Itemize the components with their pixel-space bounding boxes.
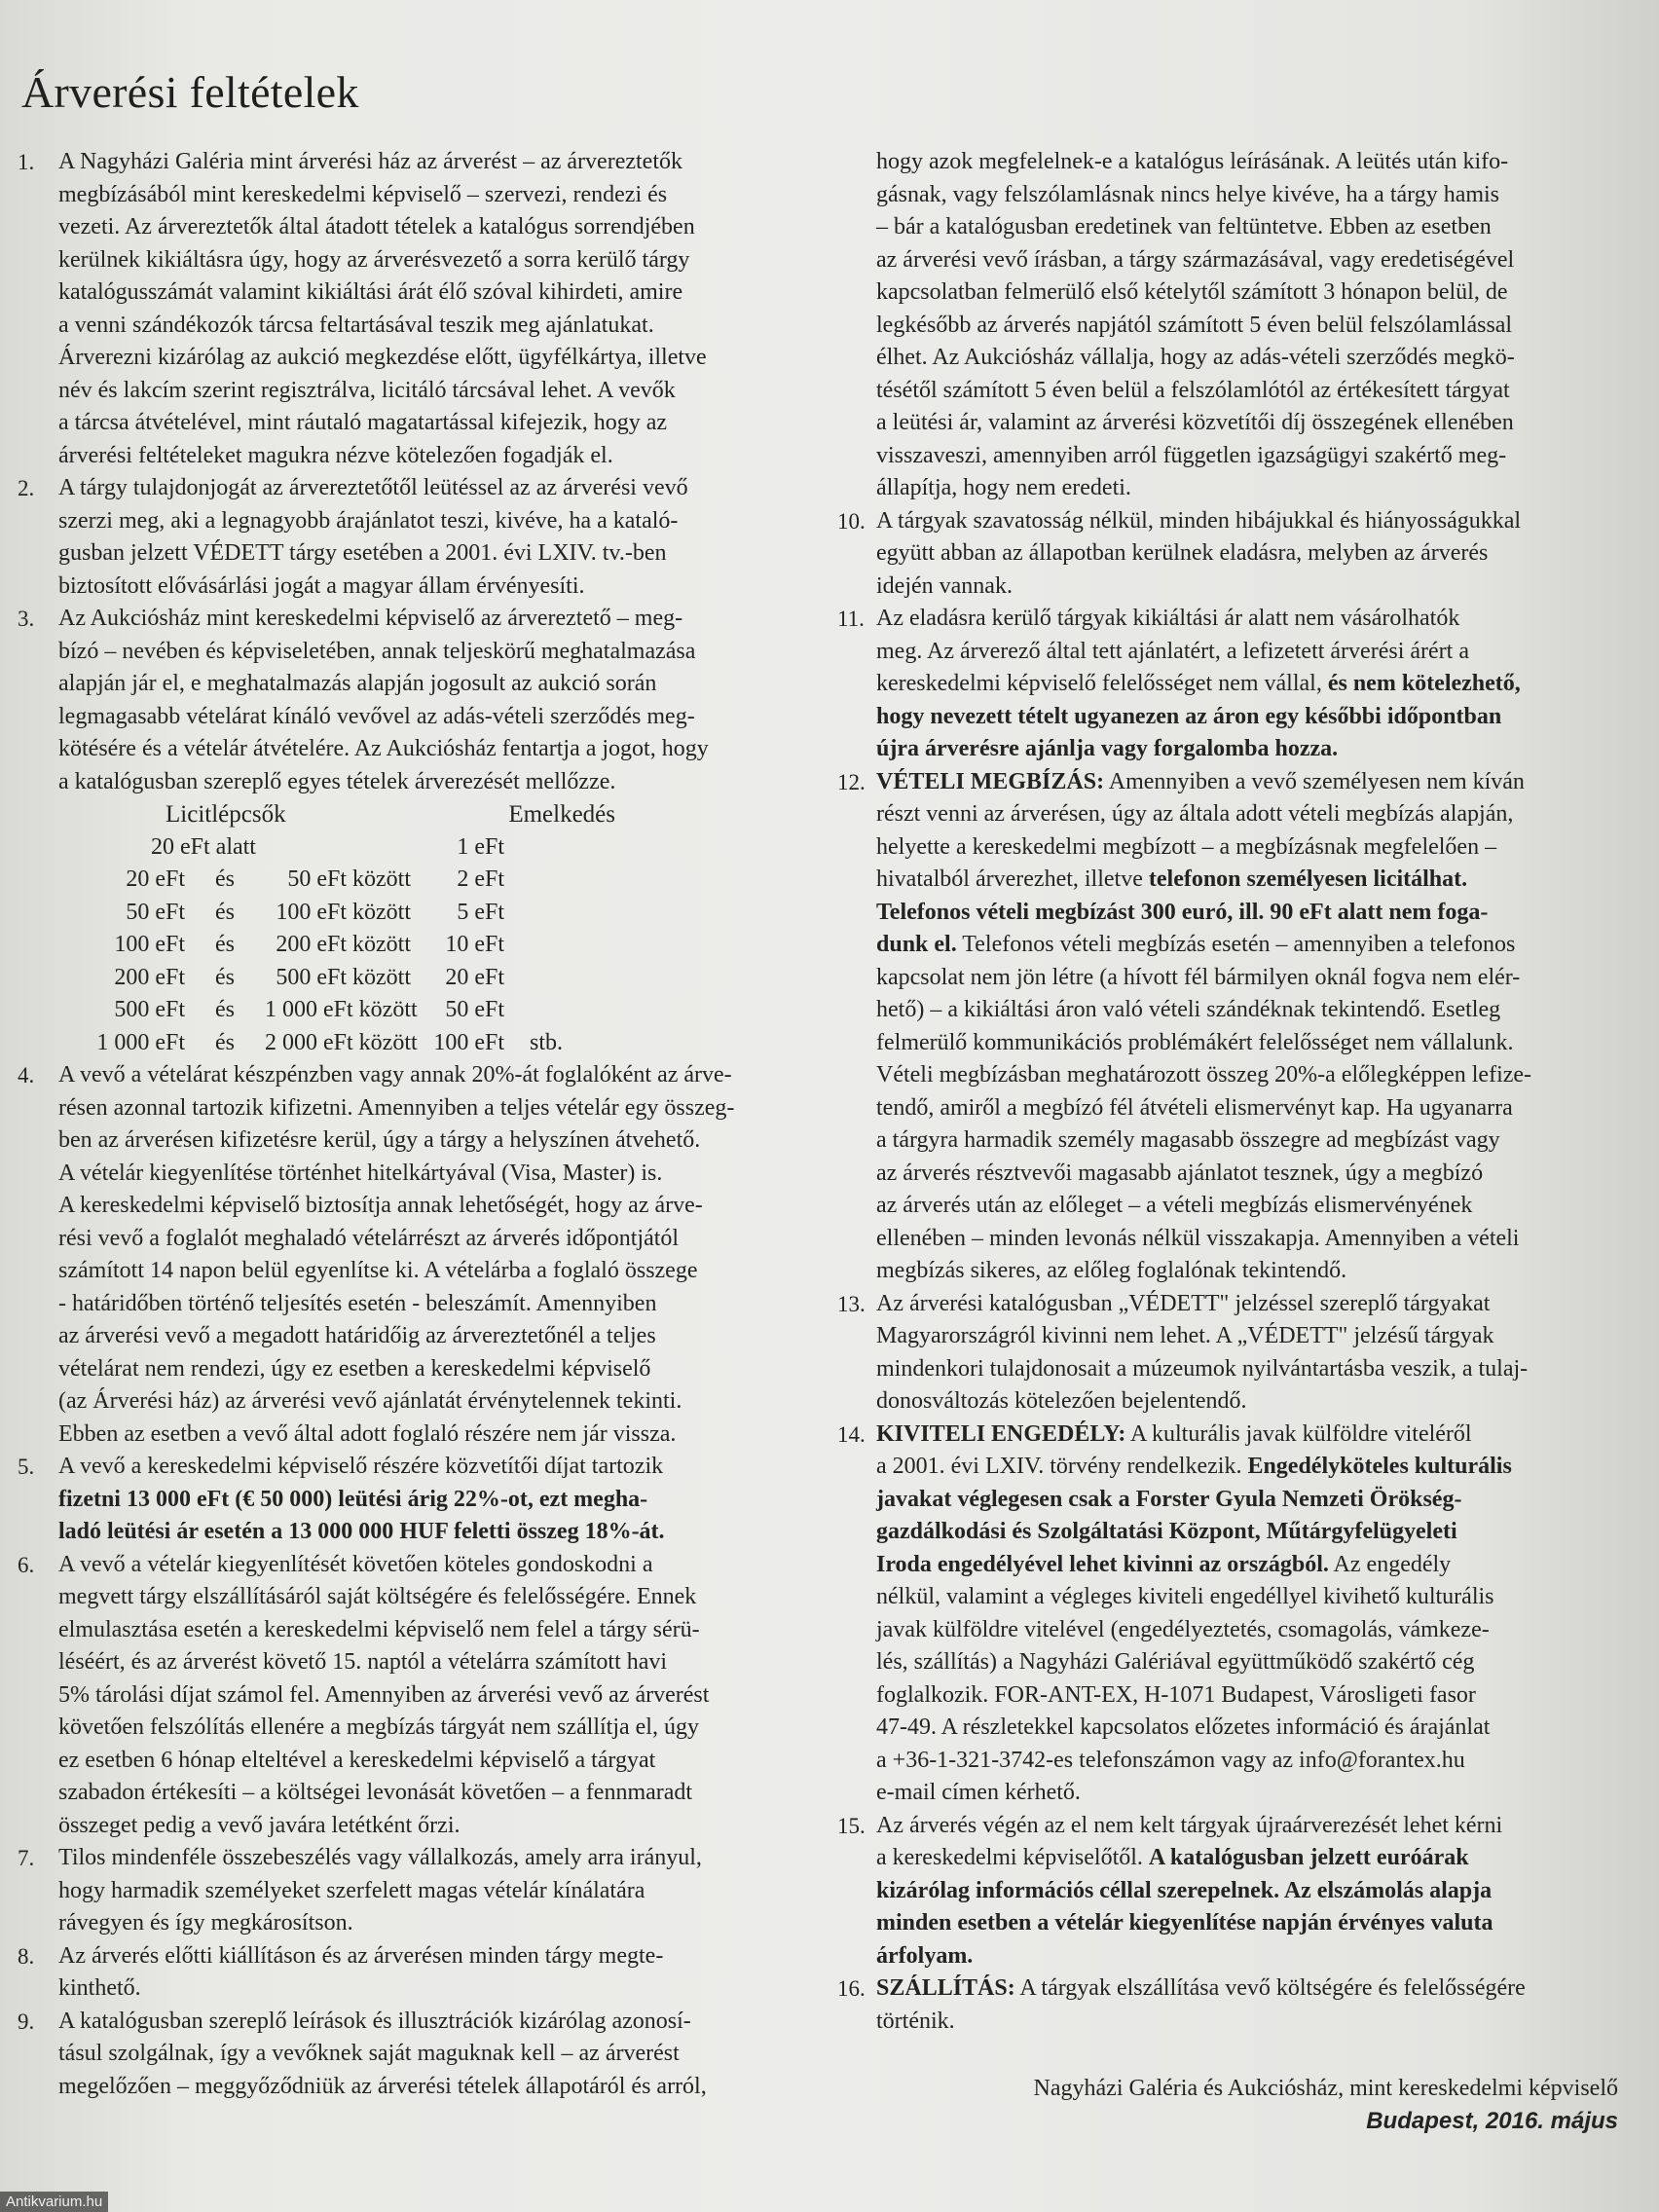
list-item <box>837 766 1622 1288</box>
text-line: javak külföldre vitelével (engedélyeztetés, csomagolás, vámkeze- <box>876 1616 1490 1642</box>
text-line: alapján jár el, e meghatalmazás alapján jogosult az aukció során <box>58 671 657 696</box>
text-line: A tárgyak szavatosság nélkül, minden hibájukkal és hiányosságukkal <box>876 507 1522 534</box>
item-number: 10. <box>837 508 866 534</box>
item-number: 1. <box>18 150 35 174</box>
item-text <box>58 1059 796 1451</box>
text-line: ladó leütési ár esetén a 13 000 000 HUF feletti összeg 18%-át. <box>58 1519 665 1544</box>
text-line: A vételár kiegyenlítése történhet hitelkártyával (Visa, Master) is. <box>58 1160 663 1186</box>
text-line: a leütési ár, valamint az árverési közvetítői díj összegének ellenében <box>876 410 1514 435</box>
text-line: vételárat nem rendezi, úgy ez esetben a kereskedelmi képviselő <box>58 1355 651 1382</box>
text-line: tásul szolgálnak, így a vevőknek saját maguknak kell – az árverést <box>58 2041 680 2066</box>
item-number: 11. <box>837 607 865 631</box>
item-text <box>876 146 1622 505</box>
text-line: Ebben az esetben a vevő által adott foglaló részére nem jár vissza. <box>58 1420 677 1447</box>
text-line: kereskedelmi képviselő felelősséget nem vállal, és nem kötelezhető, <box>876 671 1521 696</box>
text-line: Az árverés végén az el nem kelt tárgyak újraárverezését lehet kérni <box>876 1812 1503 1838</box>
text-line: nélkül, valamint a végleges kiviteli engedéllyel kivihető kulturális <box>876 1584 1494 1609</box>
item-text <box>58 1940 796 2006</box>
table-cell-to: 500 eFt között <box>276 964 411 990</box>
text-line: kapcsolatban felmerülő első kételytől számított 3 hónapon belül, de <box>876 279 1508 305</box>
text-line: – bár a katalógusban eredetinek van feltüntetve. Ebben az esetben <box>876 214 1492 240</box>
list-item <box>837 603 1622 766</box>
item-number: 6. <box>18 1552 35 1577</box>
text-line: kizárólag információs céllal szerepelnek. Az elszámolás alapja <box>876 1877 1493 1903</box>
text-line: hogy azok megfelelnek-e a katalógus leírásának. A leütés után kifo- <box>876 149 1509 174</box>
text-line: kerülnek kikiáltásra úgy, hogy az árverésvezető a sorra kerülő tárgy <box>58 246 690 273</box>
text-line: rési vevő a foglalót meghaladó vételárrészt az árverés időpontjától <box>58 1225 680 1251</box>
text-line: Vételi megbízásban meghatározott összeg 20%-a előlegképpen lefize- <box>876 1062 1532 1088</box>
text-line: biztosított elővásárlási jogát a magyar állam érvényesíti. <box>58 572 585 599</box>
right-column <box>837 146 1622 2038</box>
text-line: Az Aukciósház mint kereskedelmi képviselő az árvereztető – meg- <box>58 606 683 631</box>
table-cell-suffix <box>504 994 563 1027</box>
text-line: SZÁLLÍTÁS: A tárgyak elszállítása vevő költségére és felelősségére <box>876 1975 1526 2001</box>
table-row <box>58 864 796 897</box>
bid-increment-table <box>58 798 796 1059</box>
list-item <box>837 1288 1622 1419</box>
table-header-increment: Emelkedés <box>508 801 615 828</box>
text-line: árfolyam. <box>876 1942 974 1969</box>
table-cell-from: 20 eFt <box>126 866 185 892</box>
text-line: szabadon értékesíti – a költségei levonását követően – a fennmaradt <box>58 1780 693 1805</box>
text-line: Iroda engedélyével lehet kivinni az országból. Az engedély <box>876 1551 1452 1577</box>
text-line: követően felszólítás ellenére a megbízás tárgyát nem szállítja el, úgy <box>58 1714 699 1740</box>
item-text <box>58 1549 796 1843</box>
item-text <box>58 2006 796 2104</box>
text-line: minden esetben a vételár kiegyenlítése napján érvényes valuta <box>876 1910 1493 1936</box>
text-line: a 2001. évi LXIV. törvény rendelkezik. Engedélyköteles kulturális <box>876 1454 1512 1479</box>
table-row <box>58 831 796 865</box>
text-line: helyette a kereskedelmi megbízott – a megbízásnak megfelelően – <box>876 833 1497 860</box>
item-text <box>58 603 796 798</box>
text-line: dunk el. Telefonos vételi megbízás esetén – amennyiben a telefonos <box>876 932 1516 957</box>
signature-place-date: Budapest, 2016. május <box>1366 2108 1618 2134</box>
text-line: az árverés résztvevői magasabb ajánlatot tesznek, úgy a megbízó <box>876 1160 1484 1186</box>
text-line: KIVITELI ENGEDÉLY: A kulturális javak külföldre viteléről <box>876 1420 1472 1447</box>
table-cell-and: és <box>215 866 235 892</box>
table-cell-increment: 1 eFt <box>457 833 504 860</box>
table-cell-from: 500 eFt <box>114 997 185 1022</box>
item-text <box>876 505 1622 604</box>
table-cell-increment: 5 eFt <box>457 899 504 925</box>
signature-block <box>1034 2072 1618 2138</box>
text-line: fizetni 13 000 eFt (€ 50 000) leütési árig 22%-ot, ezt megha- <box>58 1486 648 1512</box>
text-line: ben az árverésen kifizetésre kerül, úgy a tárgy a helyszínen átvehető. <box>58 1127 701 1153</box>
table-cell-to: 50 eFt között <box>287 866 411 892</box>
text-line: az árverési vevő írásban, a tárgy származásával, vagy eredetiségével <box>876 246 1515 273</box>
text-line: elmulasztása esetén a kereskedelmi képviselő nem felel a tárgy sérü- <box>58 1616 700 1642</box>
text-line: megvett tárgy elszállításáról saját költségére és felelősségére. Ennek <box>58 1584 697 1609</box>
table-cell-increment: 2 eFt <box>457 866 504 892</box>
item-text <box>58 472 796 603</box>
left-column <box>18 146 796 2103</box>
text-line: együtt abban az állapotban kerülnek eladásra, melyben az árverés <box>876 540 1489 566</box>
text-line: számított 14 napon belül egyenlítse ki. A vételárba a foglaló összege <box>58 1258 698 1283</box>
text-line: kapcsolat nem jön létre (a hívott fél bármilyen oknál fogva nem elér- <box>876 964 1521 990</box>
text-line: mindenkori tulajdonosait a múzeumok nyilvántartásba veszik, a tulaj- <box>876 1355 1529 1382</box>
table-cell-increment: 50 eFt <box>445 997 504 1022</box>
text-line: állapítja, hogy nem eredeti. <box>876 475 1131 500</box>
list-item <box>18 1940 796 2006</box>
list-item <box>837 1972 1622 2038</box>
table-row <box>58 1027 796 1060</box>
text-line: hogy harmadik személyeket szerfelett magas vételár kínálatára <box>58 1877 645 1903</box>
text-line: ez esetben 6 hónap elteltével a kereskedelmi képviselő a tárgyat <box>58 1747 656 1773</box>
table-cell-increment: 20 eFt <box>445 964 504 990</box>
table-cell-to: 100 eFt között <box>276 899 411 925</box>
table-header-row <box>58 798 796 831</box>
list-item <box>837 1419 1622 1810</box>
text-line: újra árverésre ajánlja vagy forgalomba hozza. <box>876 736 1339 761</box>
item-number: 4. <box>18 1063 35 1088</box>
text-line: gásnak, vagy felszólamlásnak nincs helye kivéve, ha a tárgy hamis <box>876 181 1500 207</box>
text-line: hogy nevezett tételt ugyanezen az áron egy későbbi időpontban <box>876 703 1502 729</box>
table-cell-and: és <box>215 997 235 1022</box>
text-line: a +36-1-321-3742-es telefonszámon vagy az info@forantex.hu <box>876 1747 1465 1773</box>
item-number: 16. <box>837 1976 866 2001</box>
item-text <box>876 1972 1622 2038</box>
text-line: bízó – nevében és képviseletében, annak teljeskörű meghatalmazása <box>58 638 696 664</box>
table-cell-and: és <box>215 932 235 957</box>
text-line: Telefonos vételi megbízást 300 euró, ill. 90 eFt alatt nem foga- <box>876 899 1489 925</box>
list-item <box>18 1451 796 1549</box>
text-line: élhet. Az Aukciósház vállalja, hogy az adás-vételi szerződés megkö- <box>876 345 1515 370</box>
text-line: gusban jelzett VÉDETT tárgy esetében a 2001. évi LXIV. tv.-ben <box>58 540 667 566</box>
text-line: ellenében – minden levonás nélkül visszakapja. Amennyiben a vételi <box>876 1225 1520 1251</box>
table-cell-from: 100 eFt <box>114 932 185 957</box>
text-line: 47-49. A részletekkel kapcsolatos előzetes információ és árajánlat <box>876 1714 1491 1740</box>
item-number: 7. <box>18 1846 35 1870</box>
table-cell-to: 1 000 eFt között <box>265 997 418 1022</box>
item-text <box>876 1288 1622 1419</box>
list-item <box>18 1549 796 1843</box>
text-line: Tilos mindenféle összebeszélés vagy vállalkozás, amely arra irányul, <box>58 1845 702 1870</box>
text-line: Az eladásra kerülő tárgyak kikiáltási ár alatt nem vásárolhatók <box>876 606 1460 631</box>
item-text <box>876 1810 1622 1973</box>
text-line: Az árverési katalógusban „VÉDETT" jelzéssel szereplő tárgyakat <box>876 1290 1491 1316</box>
text-line: 5% tárolási díjat számol fel. Amennyiben az árverési vevő az árverést <box>58 1681 710 1708</box>
table-row <box>58 994 796 1027</box>
text-line: összeget pedig a vevő javára letétként őrzi. <box>58 1812 461 1838</box>
table-row <box>58 929 796 962</box>
list-item <box>18 472 796 603</box>
text-line: legmagasabb vételárat kínáló vevővel az adás-vételi szerződés meg- <box>58 703 695 729</box>
item-text <box>876 1419 1622 1810</box>
list-item <box>18 1059 796 1451</box>
text-line: Árverezni kizárólag az aukció megkezdése előtt, ügyfélkártya, illetve <box>58 345 707 370</box>
text-line: e-mail címen kérhető. <box>876 1780 1081 1805</box>
table-cell-suffix <box>504 962 563 995</box>
text-line: az árverés után az előleget – a vételi megbízás elismervényének <box>876 1193 1473 1218</box>
text-line: A tárgy tulajdonjogát az árvereztetőtől leütéssel az az árverési vevő <box>58 475 688 500</box>
text-line: foglalkozik. FOR-ANT-EX, H-1071 Budapest, Városligeti fasor <box>876 1681 1476 1708</box>
text-line: Magyarországról kivinni nem lehet. A „VÉDETT" jelzésű tárgyak <box>876 1323 1494 1348</box>
item-number: 9. <box>18 2009 35 2034</box>
text-line: meg. Az árverező által tett ajánlatért, a lefizetett árverési árért a <box>876 638 1469 664</box>
item-number: 8. <box>18 1943 35 1969</box>
signature-organization: Nagyházi Galéria és Aukciósház, mint kereskedelmi képviselő <box>1033 2076 1618 2101</box>
list-item <box>837 505 1622 604</box>
table-cell-and: és <box>215 899 235 925</box>
table-cell-from: 50 eFt <box>126 899 185 925</box>
text-line: A vevő a vételár kiegyenlítését követően köteles gondoskodni a <box>58 1551 653 1577</box>
text-line: szerzi meg, aki a legnagyobb árajánlatot teszi, kivéve, ha a kataló- <box>58 507 679 534</box>
text-line: - határidőben történő teljesítés esetén - beleszámít. Amennyiben <box>58 1290 657 1316</box>
text-line: léséért, és az árverést követő 15. naptól a vételárra számított havi <box>58 1649 668 1675</box>
text-line: (az Árverési ház) az árverési vevő ajánlatát érvénytelennek tekinti. <box>58 1388 682 1414</box>
item-number: 14. <box>837 1421 866 1447</box>
table-cell-increment: 10 eFt <box>445 932 504 957</box>
text-line: tendő, amiről a megbízó fél átvételi elismervényt kap. Ha ugyanarra <box>876 1094 1513 1121</box>
table-cell-increment: 100 eFt <box>433 1029 504 1055</box>
text-line: a tárcsa átvételével, mint ráutaló magatartással kifejezik, hogy az <box>58 410 668 435</box>
text-line: árverési feltételeket magukra nézve kötelezően fogadják el. <box>58 442 613 468</box>
text-line: Az árverés előtti kiállításon és az árverésen minden tárgy megte- <box>58 1942 664 1969</box>
text-line: A vevő a kereskedelmi képviselő részére közvetítői díjat tartozik <box>58 1454 664 1479</box>
list-item-continuation <box>837 146 1622 505</box>
item-text <box>58 1842 796 1940</box>
table-cell-from: 200 eFt <box>114 964 185 990</box>
text-line: felmerülő kommunikációs problémákért felelősséget nem vállalunk. <box>876 1029 1514 1055</box>
table-cell-suffix: stb. <box>529 1029 563 1055</box>
text-line: A katalógusban szereplő leírások és illusztrációk kizárólag azonosí- <box>58 2008 691 2034</box>
text-line: A kereskedelmi képviselő biztosítja annak lehetőségét, hogy az árve- <box>58 1193 703 1218</box>
text-line: katalógusszámát valamint kikiáltási árát élő szóval kihirdeti, amire <box>58 279 683 305</box>
table-cell-to: 200 eFt között <box>276 932 411 957</box>
watermark: Antikvarium.hu <box>0 2192 108 2212</box>
text-line: idején vannak. <box>876 572 1013 599</box>
table-header-steps: Licitlépcsők <box>166 801 286 828</box>
text-line: név és lakcím szerint regisztrálva, licitáló tárcsával lehet. A vevők <box>58 377 676 403</box>
table-cell-range: 20 eFt alatt <box>151 833 256 860</box>
text-line: gazdálkodási és Szolgáltatási Központ, Műtárgyfelügyeleti <box>876 1519 1457 1544</box>
text-line: a venni szándékozók tárcsa feltartásával teszik meg ajánlatukat. <box>58 312 654 338</box>
item-number: 15. <box>837 1813 866 1838</box>
table-cell-and: és <box>215 1029 235 1055</box>
text-line: donosváltozás kötelezően bejelentendő. <box>876 1388 1247 1414</box>
text-line: résen azonnal tartozik kifizetni. Amennyiben a teljes vételár egy összeg- <box>58 1094 735 1121</box>
text-line: az árverési vevő a megadott határidőig az árvereztetőnél a teljes <box>58 1323 656 1348</box>
table-cell-to: 2 000 eFt között <box>265 1029 418 1055</box>
text-line: hivatalból árverezhet, illetve telefonon személyesen licitálhat. <box>876 866 1468 892</box>
page-title: Árverési feltételek <box>21 67 359 117</box>
item-number: 3. <box>18 607 35 631</box>
item-number: 13. <box>837 1291 866 1316</box>
text-line: visszaveszi, amennyiben arról független igazságügyi szakértő meg- <box>876 442 1507 468</box>
item-text <box>876 766 1622 1288</box>
item-text <box>58 1451 796 1549</box>
text-line: vezeti. Az árvereztetők által átadott tételek a katalógus sorrendjében <box>58 214 695 240</box>
table-cell-from: 1 000 eFt <box>96 1029 185 1055</box>
text-line: kötésére és a vételár átvételére. Az Aukciósház fentartja a jogot, hogy <box>58 736 709 761</box>
text-line: kinthető. <box>58 1975 141 2001</box>
table-cell-and: és <box>215 964 235 990</box>
text-line: legkésőbb az árverés napjától számított 5 éven belül felszólamlással <box>876 312 1513 338</box>
text-line: tésétől számított 5 éven belül a felszólamlótól az értékesített tárgyat <box>876 377 1510 403</box>
list-item <box>837 1810 1622 1973</box>
table-cell-suffix <box>504 929 563 962</box>
text-line: részt venni az árverésen, úgy az általa adott vételi megbízás alapján, <box>876 801 1514 827</box>
text-line: VÉTELI MEGBÍZÁS: Amennyiben a vevő személyesen nem kíván <box>876 768 1525 794</box>
item-number: 5. <box>18 1455 35 1479</box>
list-item <box>18 603 796 798</box>
text-line: megbízás sikeres, az előleg foglalónak tekintendő. <box>876 1258 1347 1283</box>
text-line: megbízásából mint kereskedelmi képviselő – szervezi, rendezi és <box>58 181 668 207</box>
table-cell-suffix <box>504 897 563 930</box>
item-text <box>58 146 796 472</box>
item-number: 12. <box>837 769 866 794</box>
text-line: a kereskedelmi képviselőtől. A katalógusban jelzett euróárak <box>876 1845 1469 1870</box>
text-line: lés, szállítás) a Nagyházi Galériával együttműködő szakértő cég <box>876 1649 1475 1675</box>
text-line: történik. <box>876 2008 955 2034</box>
list-item <box>18 2006 796 2104</box>
text-line: A vevő a vételárat készpénzben vagy annak 20%-át foglalóként az árve- <box>58 1062 732 1088</box>
item-number: 2. <box>18 476 35 500</box>
list-item <box>18 146 796 472</box>
table-cell-suffix <box>504 864 563 897</box>
text-line: a katalógusban szereplő egyes tételek árverezését mellőzze. <box>58 768 616 794</box>
text-line: A Nagyházi Galéria mint árverési ház az árverést – az árvereztetők <box>58 149 682 174</box>
table-row <box>58 897 796 930</box>
text-line: javakat véglegesen csak a Forster Gyula Nemzeti Örökség- <box>876 1486 1462 1512</box>
list-item <box>18 1842 796 1940</box>
text-line: megelőzően – meggyőződniük az árverési tételek állapotáról és arról, <box>58 2073 707 2099</box>
text-line: rávegyen és így megkárosítson. <box>58 1910 353 1936</box>
text-line: a tárgyra harmadik személy magasabb összegre ad megbízást vagy <box>876 1127 1500 1153</box>
item-text <box>876 603 1622 766</box>
table-row <box>58 962 796 995</box>
text-line: hető) – a kikiáltási áron való vételi szándéknak tekintendő. Esetleg <box>876 997 1501 1022</box>
